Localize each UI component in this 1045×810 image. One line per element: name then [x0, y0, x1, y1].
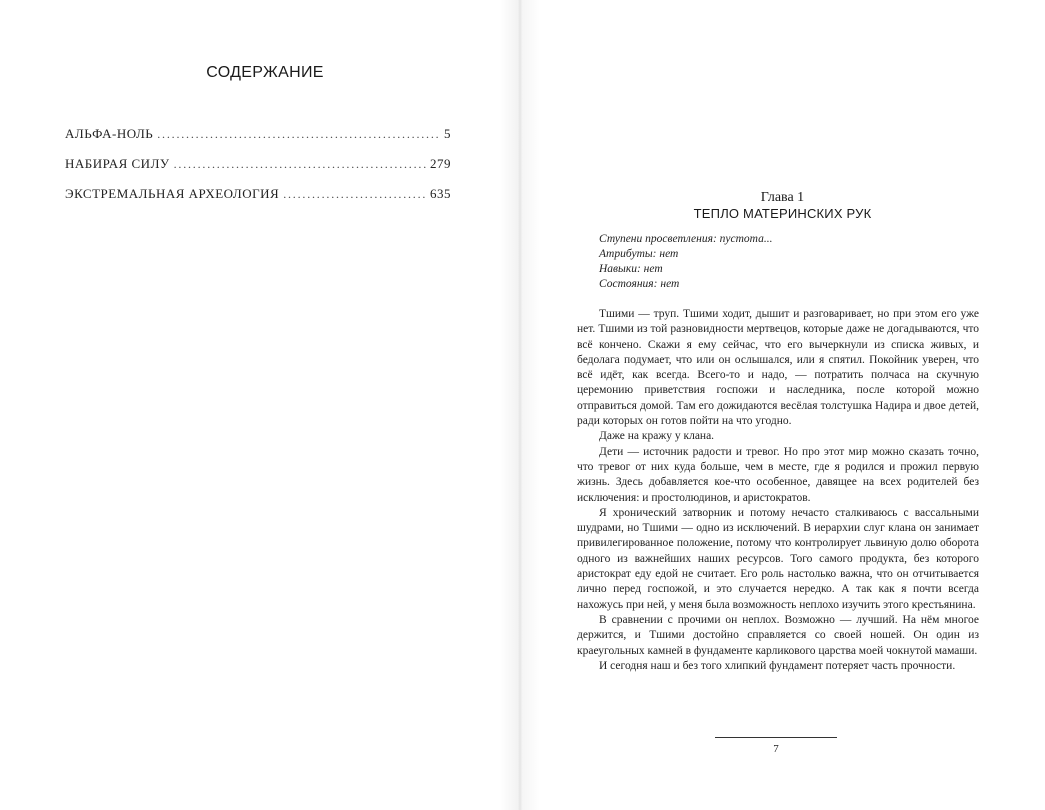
- toc-entry-label: НАБИРАЯ СИЛУ: [65, 156, 170, 171]
- toc-list: [65, 126, 451, 216]
- toc-entry-page: 635: [430, 186, 451, 201]
- toc-entry: [65, 126, 451, 156]
- toc-leader-dots: [157, 127, 440, 142]
- toc-entry: [65, 186, 451, 216]
- toc-leader-dots: [174, 157, 426, 172]
- chapter-title: ТЕПЛО МАТЕРИНСКИХ РУК: [693, 206, 872, 221]
- toc-entry-label: ЭКСТРЕМАЛЬНАЯ АРХЕОЛОГИЯ: [65, 186, 280, 201]
- stat-attributes: Атрибуты: нет: [599, 248, 679, 260]
- toc-entry-page: 5: [444, 126, 451, 141]
- right-page: [520, 0, 1045, 810]
- stat-states: Состояния: нет: [599, 278, 680, 290]
- left-page: [0, 0, 520, 810]
- paragraph: Дети — источник радости и тревог. Но про этот мир можно сказать точно, что тревог от них куда больше, чем в месте, где я родился и прожил первую жизнь. Здесь добавляется кое-что особенное, давящее на всех родителей без исключения: и простолюдинов, и аристократов.: [577, 445, 979, 504]
- toc-title: СОДЕРЖАНИЕ: [206, 64, 324, 81]
- stat-enlightenment: Ступени просветления: пустота...: [599, 233, 773, 245]
- paragraph: Я хронический затворник и потому нечасто сталкиваюсь с вассальными шудрами, но Тшими — одно из исключений. В иерархии слуг клана он занимает привилегированное положение, потому что контролирует львиную долю оборота одного из важнейших наших ресурсов. Того самого продукта, без которого аристократ еду едой не считает. Его роль настолько важна, что он отчитывается лично перед госпожой, и это случается нередко. А так как я почти всегда нахожусь при ней, у меня была возможность неплохо изучить этого крестьянина.: [577, 506, 979, 611]
- paragraph: И сегодня наш и без того хлипкий фундамент потеряет часть прочности.: [599, 659, 956, 672]
- paragraph: В сравнении с прочими он неплох. Возможно — лучший. На нём многое держится, и Тшими достойно справляется со своей ношей. Он один из краеугольных камней в фундаменте карликового царства моей чокнутой мамаши.: [577, 613, 979, 657]
- toc-leader-dots: [283, 187, 426, 202]
- paragraph: Тшими — труп. Тшими ходит, дышит и разговаривает, но при этом его уже нет. Тшими из той разновидности мертвецов, которые даже не догадываются, что всё кончено. Скажи я ему сейчас, что его вычеркнули из списка живых, и бедолага подумает, что или он ослышался, или я спятил. Покойник уверен, что всё идёт, как всегда. Всего-то и надо, — потратить полчаса на скучную церемонию приветствия госпожи и наследника, после которой можно отправиться домой. Там его дожидаются весёлая толстушка Надира и двое детей, ради которых он готов пойти на что угодно.: [577, 308, 979, 428]
- toc-entry-label: АЛЬФА-НОЛЬ: [65, 126, 154, 141]
- toc-entry: [65, 156, 451, 186]
- page-number: 7: [773, 743, 779, 755]
- chapter-body: [577, 307, 979, 674]
- footer-rule: [715, 737, 837, 738]
- character-stats-block: [599, 232, 979, 292]
- chapter-number: Глава 1: [760, 190, 805, 205]
- toc-entry-page: 279: [430, 156, 451, 171]
- paragraph: Даже на кражу у клана.: [599, 430, 715, 443]
- stat-skills: Навыки: нет: [599, 263, 663, 275]
